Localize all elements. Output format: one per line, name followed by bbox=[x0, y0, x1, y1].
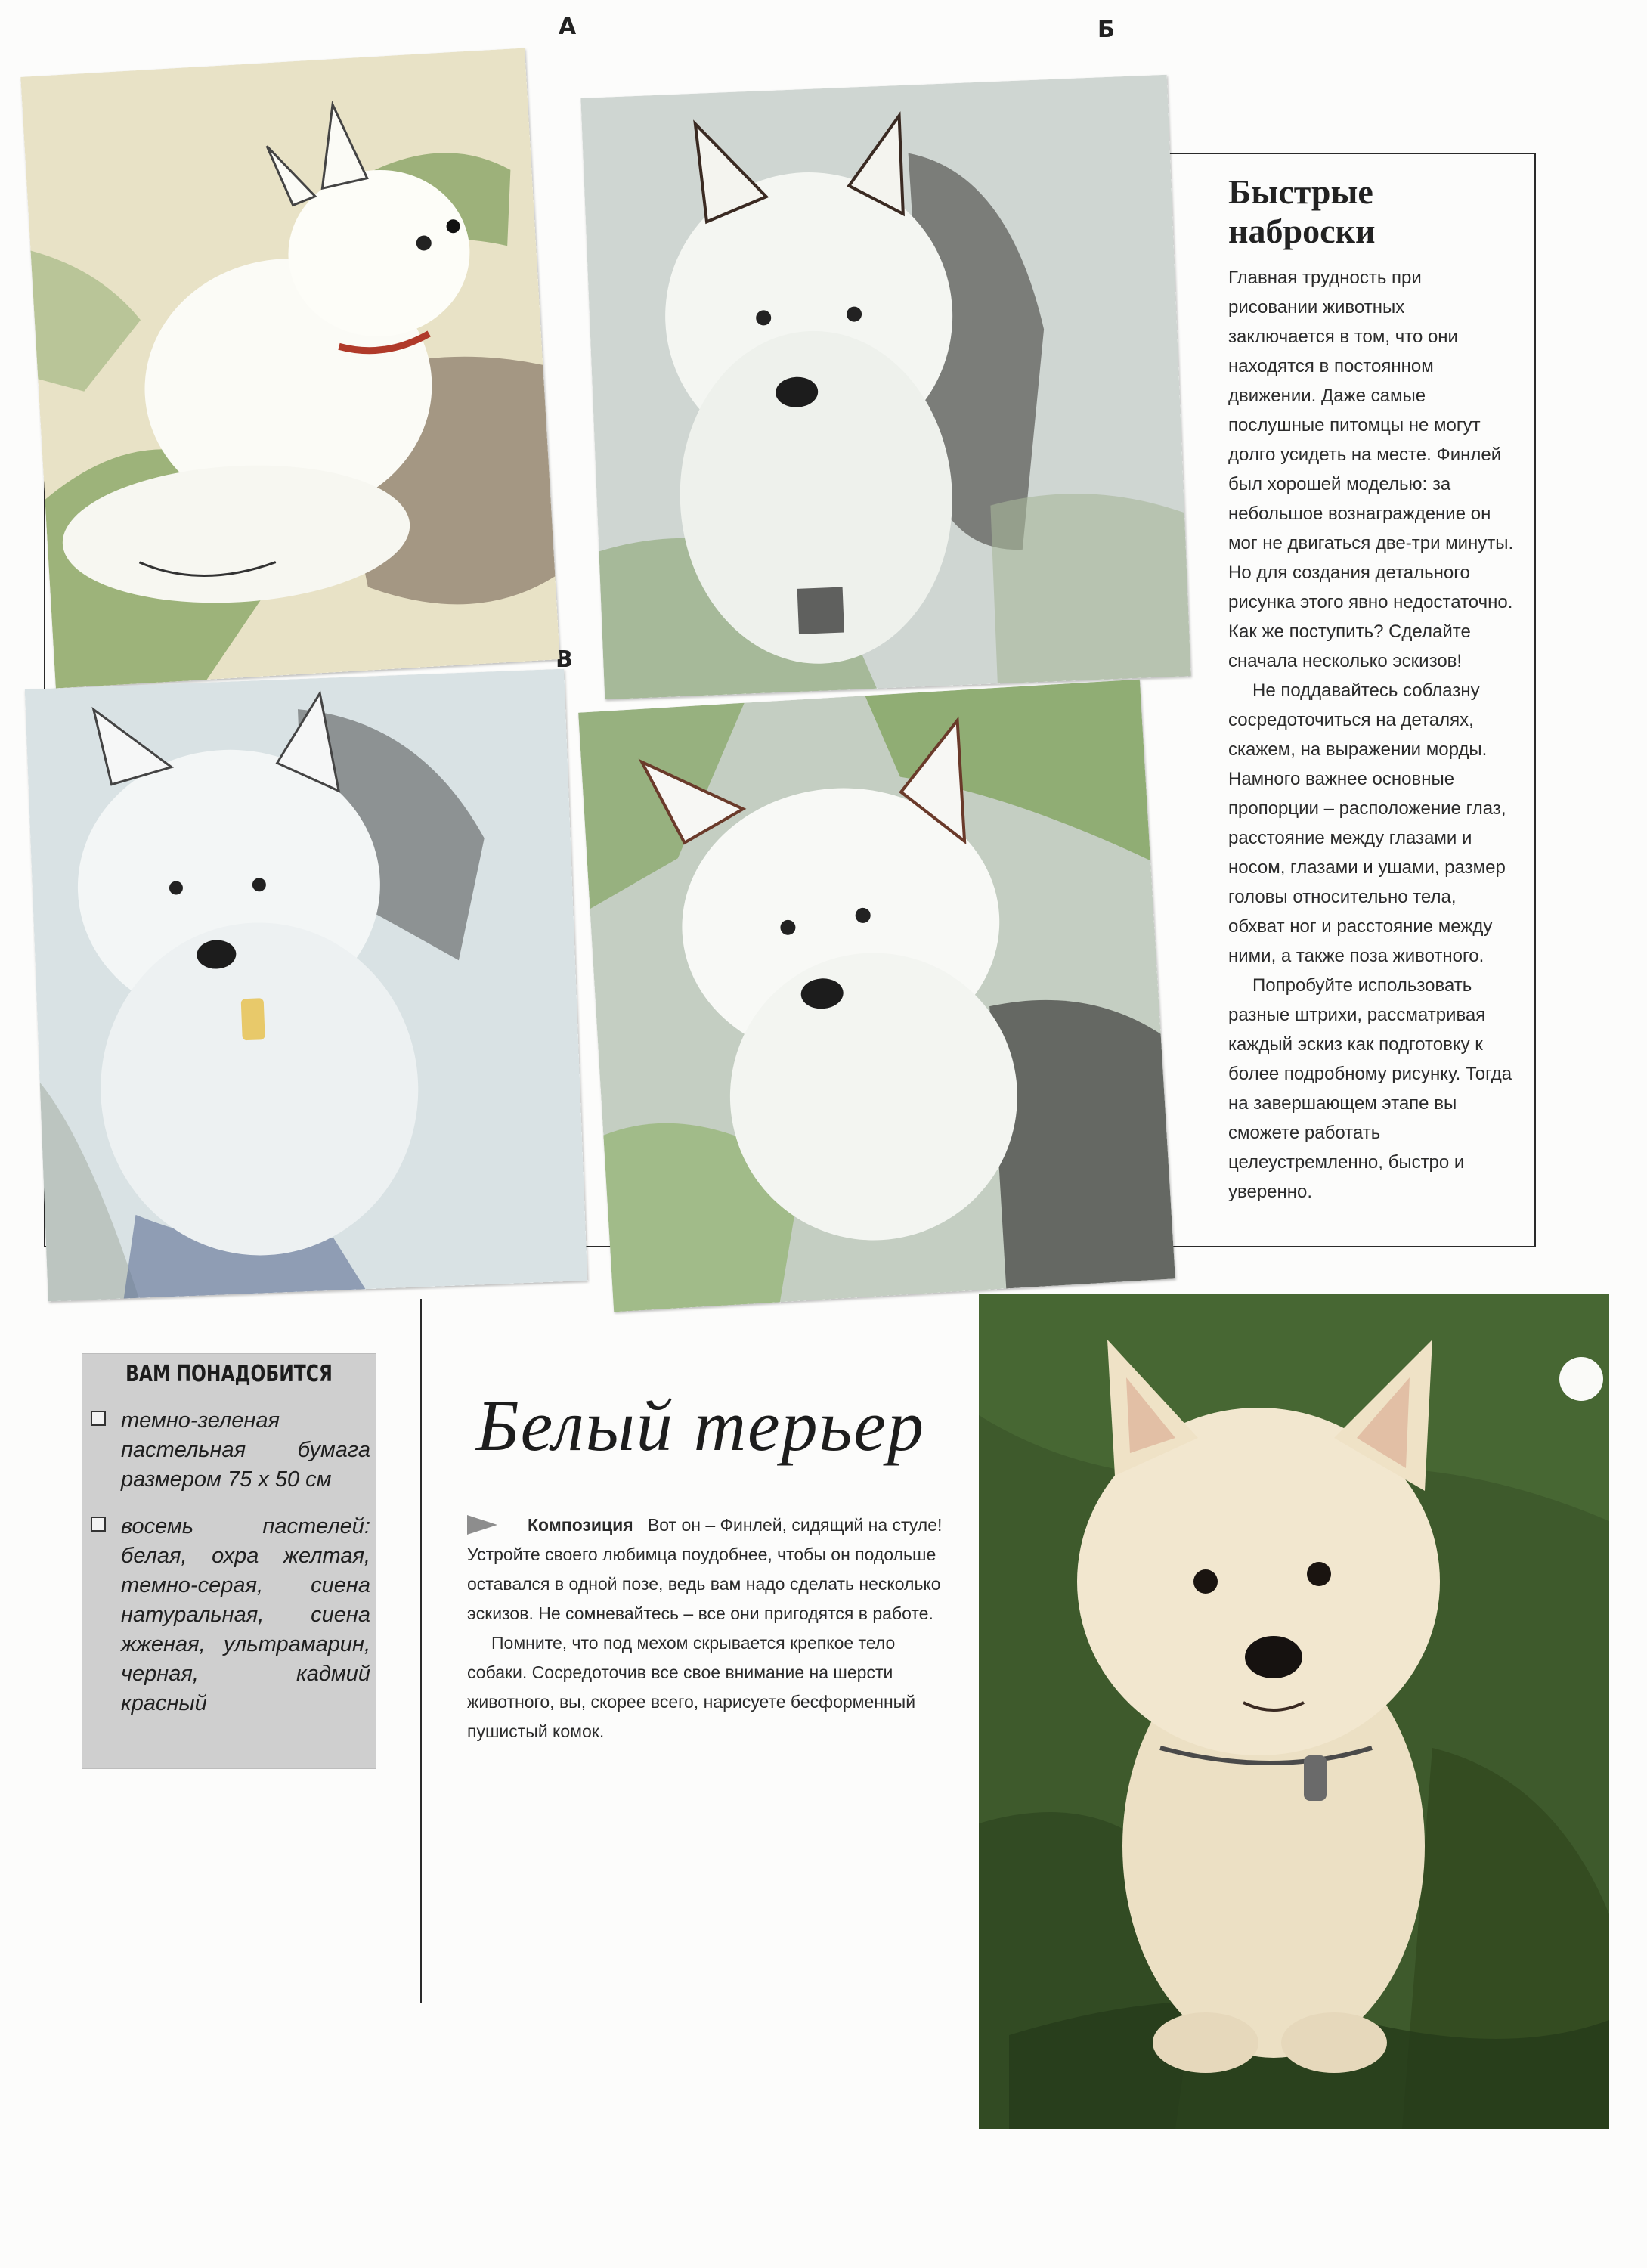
sketch-g-image bbox=[578, 680, 1175, 1312]
sketch-v-image bbox=[25, 669, 588, 1302]
sketch-label-a: А bbox=[559, 14, 577, 40]
sketch-b-image bbox=[580, 75, 1190, 700]
sidebar-body bbox=[1228, 263, 1515, 1207]
sketch-label-b: Б bbox=[1097, 17, 1115, 43]
intro-paragraph: Помните, что под мехом скрывается крепкое тело собаки. Сосредоточив все свое внимание на шерсти животного, вы, скорее всего, нарисуете бесформенный пушистый комок. bbox=[467, 1633, 916, 1741]
sidebar-paragraph: Не поддавайтесь соблазну сосредоточиться на деталях, скажем, на выражении морды. Намного важнее основные пропорции – расположение глаз, расстояние между глазами и носом, глазами и ушами, размер головы относительно тела, обхват ног и расстояние между ними, а также поза животного. bbox=[1228, 680, 1506, 966]
page-title: Белый терьер bbox=[476, 1385, 925, 1466]
sidebar-paragraph: Попробуйте использовать разные штрихи, рассматривая каждый эскиз как подготовку к более подробному рисунку. Тогда на завершающем этапе вы сможете работать целеустремленно, быстро и уверенно. bbox=[1228, 975, 1512, 1202]
punch-hole bbox=[1559, 1357, 1603, 1401]
materials-item-text: темно-зеленая пастельная бумага размером 75 x 50 см bbox=[121, 1408, 370, 1492]
materials-heading: ВАМ ПОНАДОБИТСЯ bbox=[125, 1361, 333, 1387]
sidebar-title bbox=[1228, 172, 1531, 251]
sidebar-paragraph: Главная трудность при рисовании животных заключается в том, что они находятся в постоянном движении. Даже самые послушные питомцы не могут долго усидеть на месте. Финлей был хорошей моделью: за небольшое вознаграждение он мог не двигаться две-три минуты. Но для создания детального рисунка этого явно недостаточно. Как же поступить? Сделайте сначала несколько эскизов! bbox=[1228, 268, 1514, 671]
materials-item-text: восемь пастелей: белая, охра желтая, темно-серая, сиена натуральная, сиена жженая, ультрамарин, черная, кадмий красный bbox=[121, 1514, 370, 1715]
intro-paragraph bbox=[467, 1510, 943, 1628]
sketch-a-image bbox=[20, 48, 560, 688]
sketch-label-v: В bbox=[556, 646, 573, 673]
frame-line-right bbox=[1534, 153, 1536, 1247]
checkbox-icon bbox=[91, 1517, 106, 1532]
intro-lead: Композиция bbox=[528, 1515, 633, 1535]
terrier-photo bbox=[979, 1294, 1609, 2129]
intro-paragraph-rest: Вот он – Финлей, сидящий на стуле! Устройте своего любимца поудобнее, чтобы он подольше оставался в одной позе, ведь вам надо сделать несколько эскизов. Не сомневайтесь – все они пригодятся в работе. bbox=[467, 1515, 943, 1623]
sidebar-title-line2: наброски bbox=[1228, 212, 1376, 250]
column-divider bbox=[420, 1299, 422, 2003]
materials-box bbox=[82, 1353, 376, 1769]
intro-text bbox=[467, 1510, 943, 1746]
sidebar-title-line1: Быстрые bbox=[1228, 172, 1373, 211]
checkbox-icon bbox=[91, 1411, 106, 1426]
